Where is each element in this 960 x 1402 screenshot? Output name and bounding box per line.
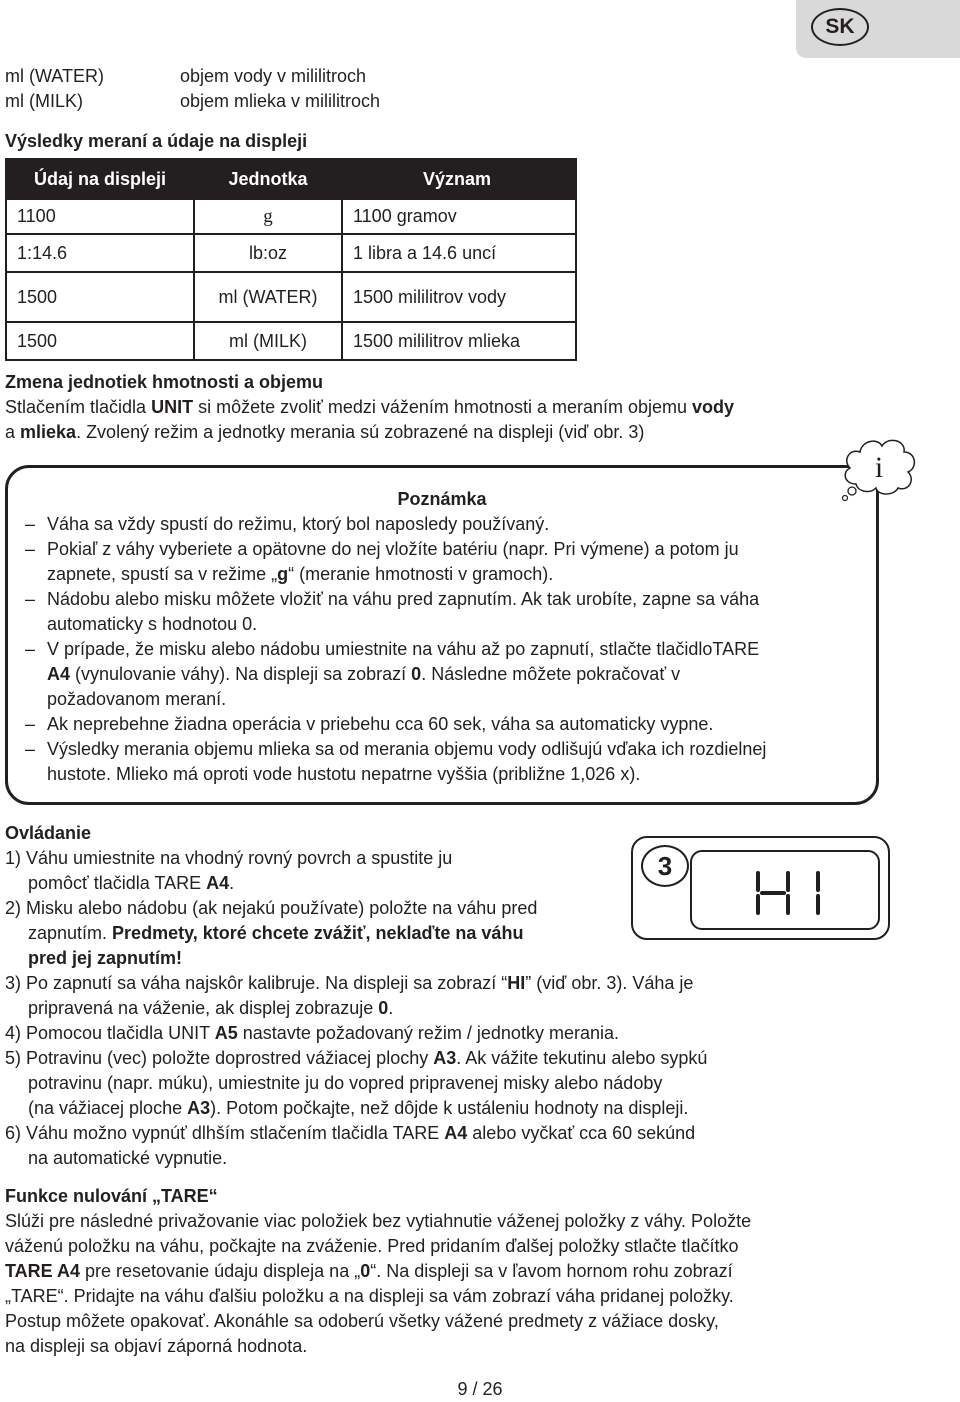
table-cell: 1500 mililitrov vody bbox=[342, 272, 576, 322]
step-line: 2) Misku alebo nádobu (ak nejakú používate) položte na váhu pred bbox=[5, 898, 538, 918]
abbrev-desc: objem mlieka v mililitroch bbox=[180, 91, 381, 111]
figure-number-badge: 3 bbox=[641, 845, 689, 887]
info-cloud-icon bbox=[838, 434, 918, 504]
table-row bbox=[6, 234, 576, 272]
results-table bbox=[5, 158, 577, 361]
tare-line: Postup môžete opakovať. Akonáhle sa odoberú všetky vážené predmety z vážiace dosky, bbox=[5, 1311, 719, 1331]
abbrev-term: ml (MILK) bbox=[5, 91, 83, 111]
step-line: 3) Po zapnutí sa váha najskôr kalibruje. Na displeji sa zobrazí “HI” (viď obr. 3). Váha je bbox=[5, 973, 694, 993]
table-header-row bbox=[6, 159, 576, 199]
page-number: 9 / 26 bbox=[457, 1379, 503, 1399]
step-line: pripravená na váženie, ak displej zobrazuje 0. bbox=[28, 998, 394, 1018]
tare-line: Slúži pre následné privažovanie viac položiek bez vytiahnutie váženej položky z váhy. Položte bbox=[5, 1211, 752, 1231]
step-line: pomôcť tlačidla TARE A4. bbox=[28, 873, 235, 893]
table-row bbox=[6, 272, 576, 322]
table-cell: 1500 mililitrov mlieka bbox=[342, 322, 576, 360]
tare-line: na displeji sa objaví záporná hodnota. bbox=[5, 1336, 308, 1356]
table-header-cell: Jednotka bbox=[194, 159, 342, 199]
step-line: 6) Váhu možno vypnúť dlhším stlačením tlačidla TARE A4 alebo vyčkať cca 60 sekúnd bbox=[5, 1123, 696, 1143]
note-title: Poznámka bbox=[397, 489, 487, 509]
tare-line: „TARE“. Pridajte na váhu ďalšiu položku a na displeji sa vám zobrazí váha pridanej položky. bbox=[5, 1286, 734, 1306]
step-line: 4) Pomocou tlačidla UNIT A5 nastavte požadovaný režim / jednotky merania. bbox=[5, 1023, 619, 1043]
step-line: (na vážiacej ploche A3). Potom počkajte, než dôjde k ustáleniu hodnoty na displeji. bbox=[28, 1098, 689, 1118]
table-cell: 1100 bbox=[6, 199, 194, 234]
table-row bbox=[6, 199, 576, 234]
language-badge: SK bbox=[811, 8, 869, 46]
units-paragraph-line: Stlačením tlačidla UNIT si môžete zvoliť medzi vážením hmotnosti a meraním objemu vody bbox=[5, 397, 735, 417]
step-line: pred jej zapnutím! bbox=[28, 948, 183, 968]
tare-line: TARE A4 pre resetovanie údaju displeja na „0“. Na displeji sa v ľavom hornom rohu zobrazí bbox=[5, 1261, 733, 1281]
table-cell: 1100 gramov bbox=[342, 199, 576, 234]
abbrev-term: ml (WATER) bbox=[5, 66, 104, 86]
step-line: potravinu (napr. múku), umiestnite ju do vopred pripravenej misky alebo nádoby bbox=[28, 1073, 663, 1093]
table-cell: lb:oz bbox=[194, 234, 342, 272]
units-heading: Zmena jednotiek hmotnosti a objemu bbox=[5, 372, 324, 392]
operation-heading: Ovládanie bbox=[5, 823, 92, 843]
note-box: Poznámka – Váha sa vždy spustí do režimu, ktorý bol naposledy používaný. – Pokiaľ z váhy vyberiete a opätovne do nej vložíte batériu (napr. Pri výmene) a potom ju zapnete, spustí sa v režime „g“ (meranie hmotnosti v gramoch). – Nádobu alebo misku môžete vložiť na váhu pred zapnutím. Ak tak urobíte, zapne sa váha automaticky s hodnotou 0. – V prípade, že misku alebo nádobu umiestnite na váhu až po zapnutí, stlačte tlačidloTARE A4 (vynulovanie váhy). Na displeji sa zobrazí 0. Následne môžete pokračovať v požadovanom meraní. – Ak neprebehne žiadna operácia v priebehu cca 60 sek, váha sa automaticky vypne. – Výsledky merania objemu mlieka sa od merania objemu vody odlišujú vďaka ich rozdielnej hustote. Mlieko má oproti vode hustotu nepatrne vyššia (približne 1,026 x). bbox=[5, 465, 879, 805]
step-line: na automatické vypnutie. bbox=[28, 1148, 228, 1168]
abbrev-desc: objem vody v mililitroch bbox=[180, 66, 367, 86]
table-header-cell: Význam bbox=[342, 159, 576, 199]
svg-text:i: i bbox=[874, 451, 884, 484]
units-paragraph-line: a mlieka. Zvolený režim a jednotky merania sú zobrazené na displeji (viď obr. 3) bbox=[5, 422, 645, 442]
table-cell: ml (WATER) bbox=[194, 272, 342, 322]
table-row bbox=[6, 322, 576, 360]
table-cell: ml (MILK) bbox=[194, 322, 342, 360]
step-line: 5) Potravinu (vec) položte doprostred vážiacej plochy A3. Ak vážite tekutinu alebo sypkú bbox=[5, 1048, 708, 1068]
table-cell: 1:14.6 bbox=[6, 234, 194, 272]
table-cell: g bbox=[194, 199, 342, 234]
table-cell: 1500 bbox=[6, 322, 194, 360]
table-cell: 1 libra a 14.6 uncí bbox=[342, 234, 576, 272]
display-readout bbox=[752, 870, 832, 916]
table-cell: 1500 bbox=[6, 272, 194, 322]
tare-heading: Funkce nulování „TARE“ bbox=[5, 1186, 218, 1206]
step-line: 1) Váhu umiestnite na vhodný rovný povrch a spustite ju bbox=[5, 848, 453, 868]
table-header-cell: Údaj na displeji bbox=[6, 159, 194, 199]
results-heading: Výsledky meraní a údaje na displeji bbox=[5, 131, 308, 151]
tare-line: váženú položku na váhu, počkajte na zváženie. Pred pridaním ďalšej položky stlačte tlačítko bbox=[5, 1236, 739, 1256]
step-line: zapnutím. Predmety, ktoré chcete zvážiť, neklaďte na váhu bbox=[28, 923, 524, 943]
